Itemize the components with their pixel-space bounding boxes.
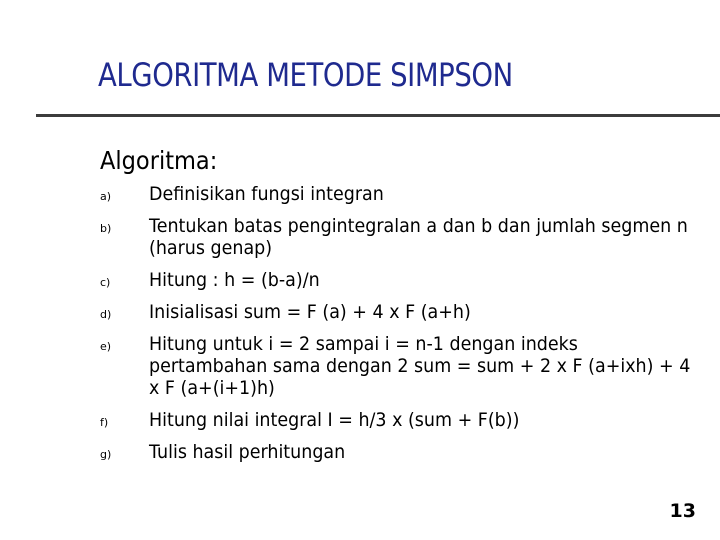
list-item <box>100 183 700 205</box>
list-item <box>100 441 700 463</box>
list-item-text: Definisikan fungsi integran <box>149 183 384 205</box>
list-marker: g) <box>100 448 112 461</box>
section-heading: Algoritma: <box>100 146 218 175</box>
list-marker: a) <box>100 190 112 203</box>
list-item <box>100 333 700 399</box>
list-marker: e) <box>100 340 112 353</box>
list-item-text: Hitung : h = (b-a)/n <box>149 269 320 291</box>
list-item-text: Hitung untuk i = 2 sampai i = n-1 dengan indeks pertambahan sama dengan 2 sum = sum + 2 x F (a+ixh) + 4 x F (a+(i+1)h) <box>149 333 691 399</box>
list-item <box>100 301 700 323</box>
slide-title: ALGORITMA METODE SIMPSON <box>98 56 513 94</box>
list-marker: b) <box>100 222 112 235</box>
algorithm-steps-list <box>100 183 700 473</box>
title-divider <box>36 114 720 117</box>
list-marker: c) <box>100 276 111 289</box>
list-item <box>100 269 700 291</box>
list-item-text: Inisialisasi sum = F (a) + 4 x F (a+h) <box>149 301 471 323</box>
list-item-text: Tentukan batas pengintegralan a dan b dan jumlah segmen n (harus genap) <box>149 215 688 259</box>
list-item-text: Hitung nilai integral I = h/3 x (sum + F(b)) <box>149 409 520 431</box>
list-item <box>100 215 700 259</box>
list-marker: d) <box>100 308 112 321</box>
list-item-text: Tulis hasil perhitungan <box>149 441 346 463</box>
list-item <box>100 409 700 431</box>
list-marker: f) <box>100 416 109 429</box>
page-number: 13 <box>669 500 696 522</box>
